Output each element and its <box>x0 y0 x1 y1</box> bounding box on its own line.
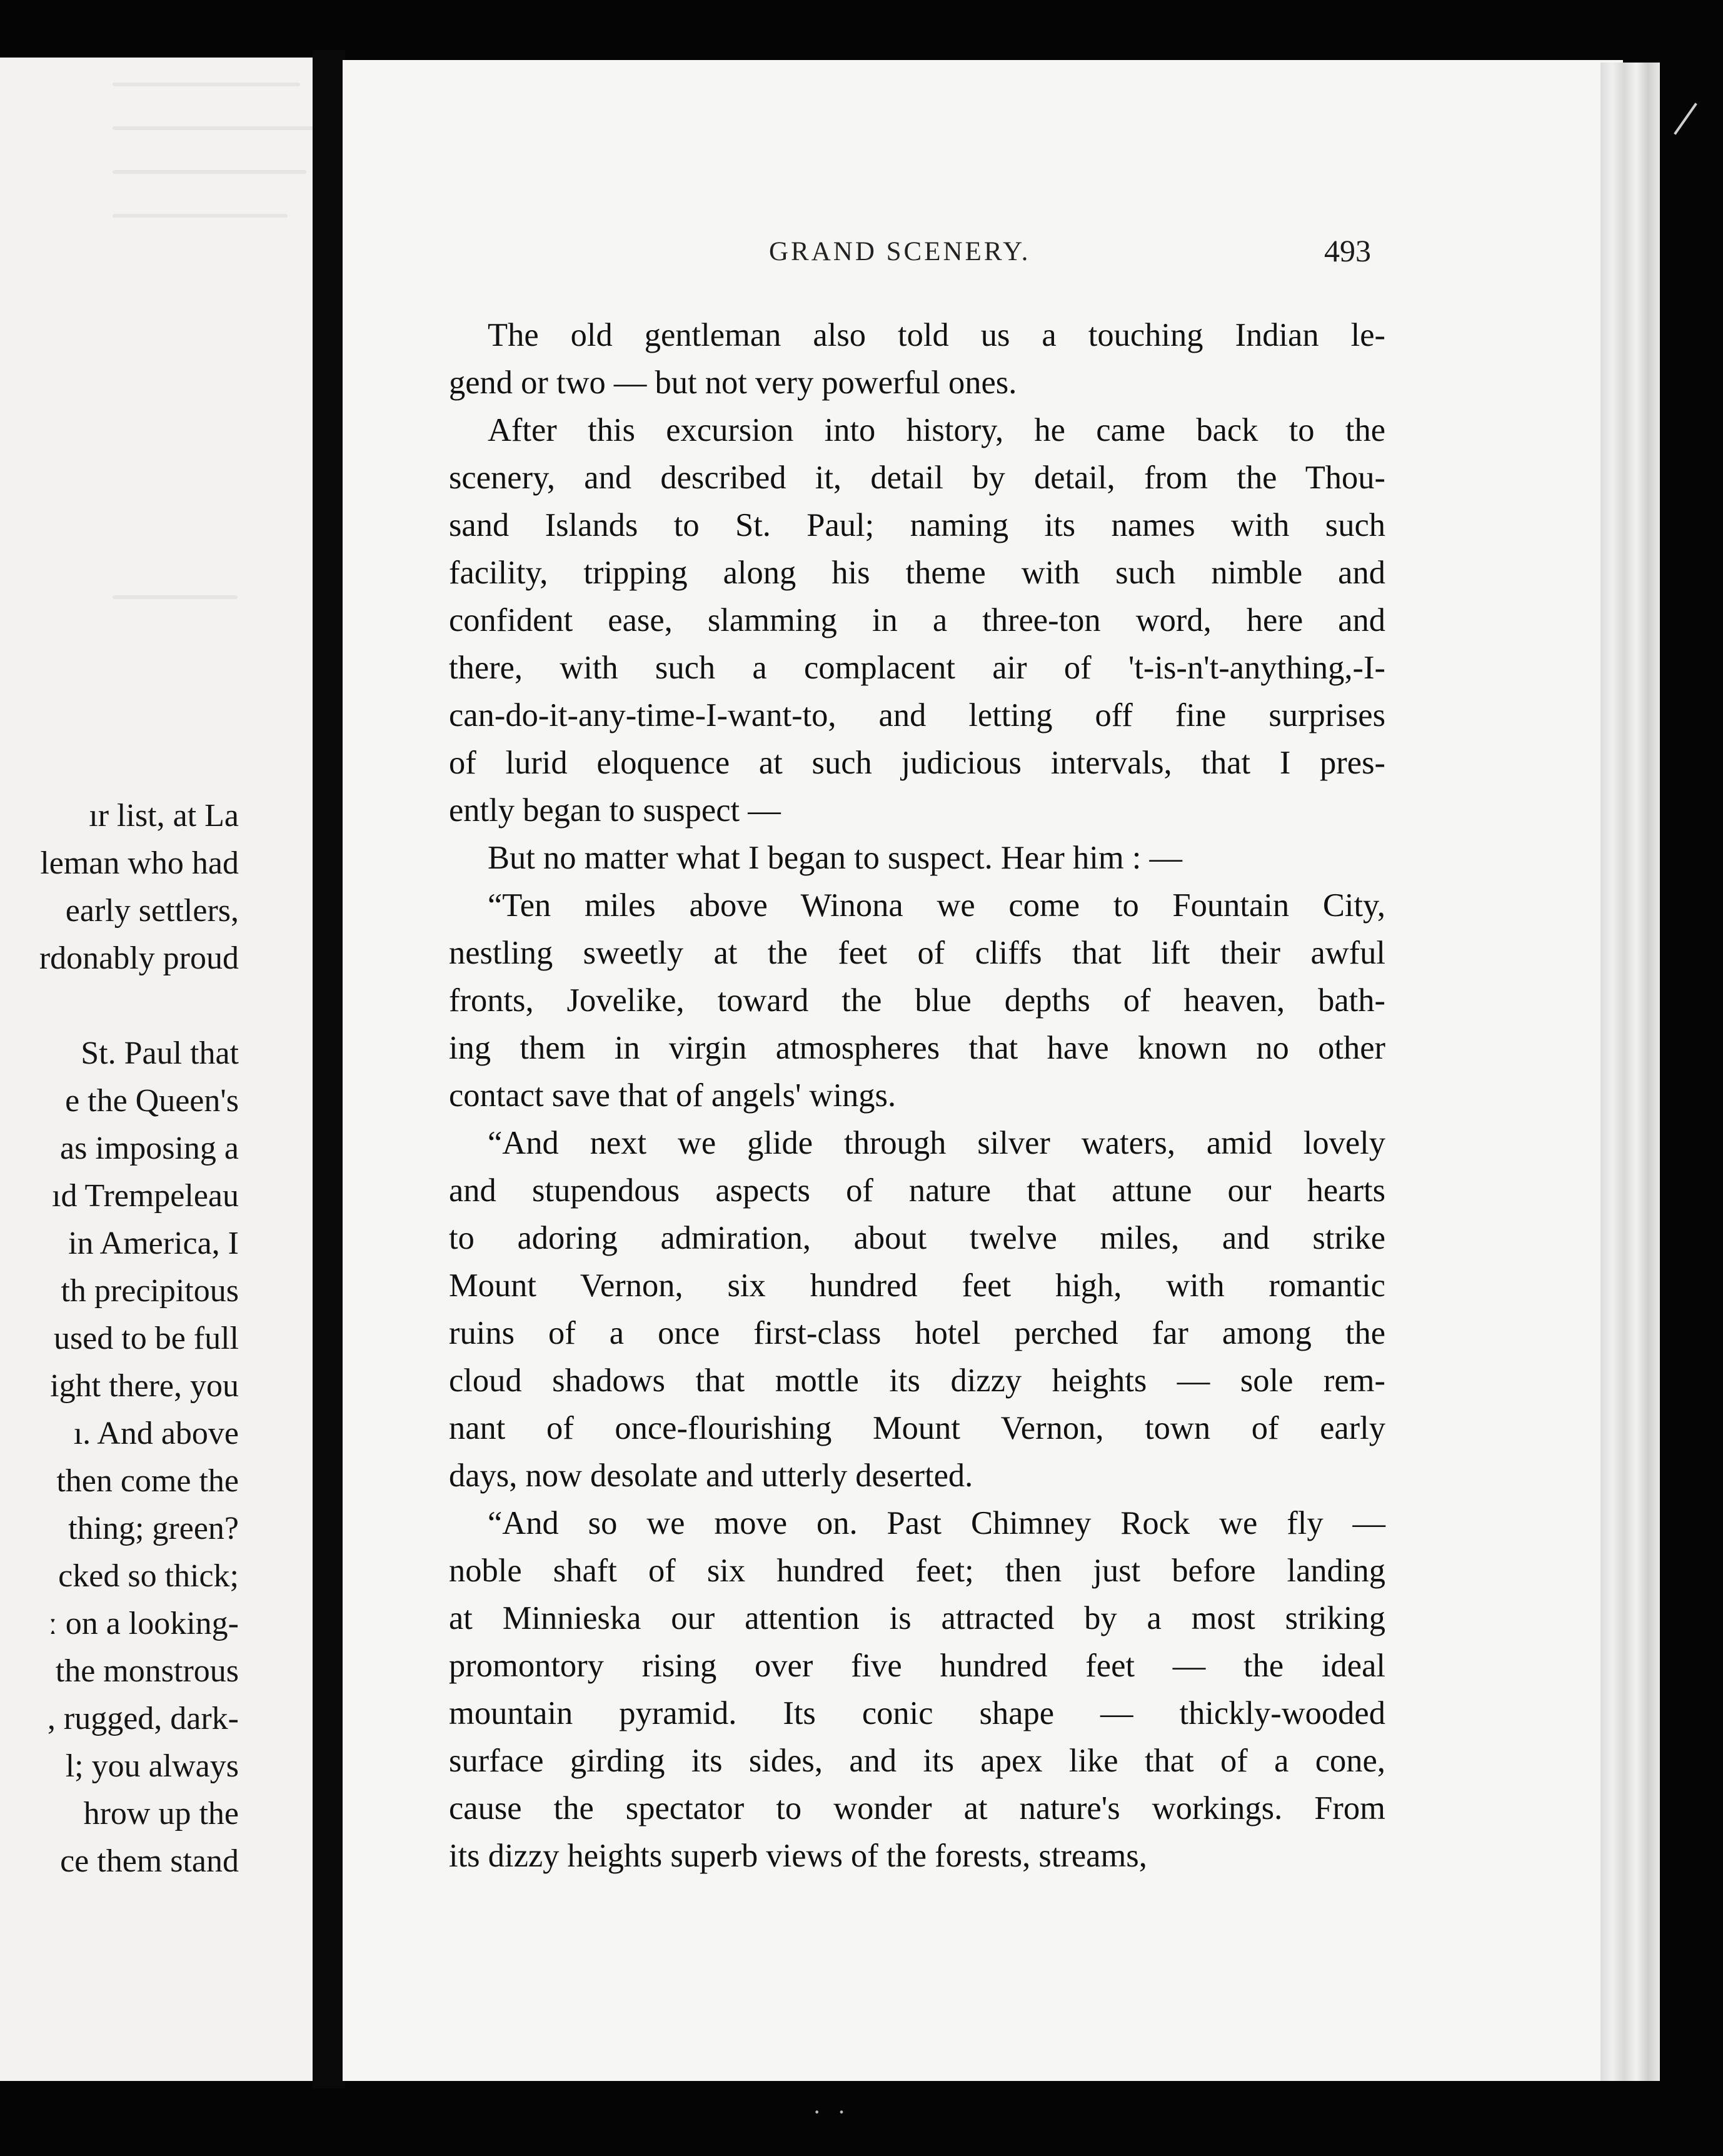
book-gutter <box>313 50 345 2088</box>
text-line: “And next we glide through silver waters, amid lovely <box>488 1125 1385 1161</box>
left-text-fragment: ight there, you <box>50 1368 239 1404</box>
scan-specks: · · <box>813 2098 851 2126</box>
text-line: there, with such a complacent air of 't-is-n't-anything,-I- <box>449 650 1385 686</box>
text-line: scenery, and described it, detail by detail, from the Thou- <box>449 460 1385 496</box>
left-text-fragment: the monstrous <box>55 1653 239 1689</box>
left-text-fragment: ı. And above <box>73 1416 239 1451</box>
left-text-fragment: leman who had <box>40 845 239 881</box>
left-text-fragment: St. Paul that <box>81 1035 239 1071</box>
left-text-fragment: hrow up the <box>83 1796 239 1831</box>
left-text-fragment: rdonably proud <box>39 940 239 976</box>
page-number: 493 <box>1324 233 1371 268</box>
text-line: cause the spectator to wonder at nature's workings. From <box>449 1790 1385 1826</box>
text-line: mountain pyramid. Its conic shape — thickly-wooded <box>449 1695 1385 1731</box>
left-text-fragment <box>0 982 239 1030</box>
text-line: surface girding its sides, and its apex like that of a cone, <box>449 1743 1385 1779</box>
text-line: can-do-it-any-time-I-want-to, and letting off fine surprises <box>449 697 1385 733</box>
text-line: ently began to suspect — <box>449 792 781 829</box>
left-page-text <box>0 792 239 1885</box>
ghost-text-line <box>113 214 288 218</box>
left-text-fragment: ː on a looking- <box>48 1606 239 1641</box>
left-text-fragment: early settlers, <box>65 893 239 929</box>
text-line: cloud shadows that mottle its dizzy heights — sole rem- <box>449 1363 1385 1399</box>
text-line: nant of once-flourishing Mount Vernon, town of early <box>449 1410 1385 1446</box>
left-text-fragment: in America, I <box>68 1226 239 1261</box>
left-page <box>0 58 336 2081</box>
text-line: facility, tripping along his theme with such nimble and <box>449 555 1385 591</box>
left-text-fragment: e the Queen's <box>65 1083 239 1119</box>
scan-mark <box>1674 103 1697 134</box>
text-line: “Ten miles above Winona we come to Fountain City, <box>488 887 1385 924</box>
text-line: promontory rising over five hundred feet — the ideal <box>449 1648 1385 1684</box>
left-text-fragment: thing; green? <box>68 1511 239 1546</box>
ghost-text-line <box>113 83 300 86</box>
left-text-fragment: ır list, at La <box>89 798 239 834</box>
text-line: sand Islands to St. Paul; naming its names with such <box>449 507 1385 543</box>
text-line: ruins of a once first-class hotel perched far among the <box>449 1315 1385 1351</box>
text-line: days, now desolate and utterly deserted. <box>449 1458 973 1494</box>
left-text-fragment: ce them stand <box>60 1843 239 1879</box>
text-line: But no matter what I began to suspect. Hear him : — <box>488 840 1182 876</box>
text-line: The old gentleman also told us a touching Indian le- <box>488 317 1385 353</box>
text-line: and stupendous aspects of nature that attune our hearts <box>449 1172 1385 1209</box>
left-text-fragment: l; you always <box>65 1748 239 1784</box>
text-line: at Minnieska our attention is attracted by a most striking <box>449 1600 1385 1636</box>
text-line: ing them in virgin atmospheres that have known no other <box>449 1030 1385 1066</box>
left-text-fragment: , rugged, dark- <box>47 1701 239 1736</box>
text-line: “And so we move on. Past Chimney Rock we fly — <box>488 1505 1385 1541</box>
left-text-fragment: as imposing a <box>60 1131 239 1166</box>
ghost-text-line <box>113 126 319 130</box>
text-line: Mount Vernon, six hundred feet high, with romantic <box>449 1267 1385 1304</box>
left-text-fragment: ıd Trempeleau <box>52 1178 239 1214</box>
left-text-fragment: then come the <box>56 1463 239 1499</box>
body-text <box>449 311 1385 1880</box>
page-edges <box>1600 63 1660 2081</box>
text-line: After this excursion into history, he came back to the <box>488 412 1385 448</box>
left-text-fragment: used to be full <box>53 1321 239 1356</box>
text-line: nestling sweetly at the feet of cliffs that lift their awful <box>449 935 1385 971</box>
text-line: its dizzy heights superb views of the forests, streams, <box>449 1838 1147 1874</box>
text-line: to adoring admiration, about twelve miles, and strike <box>449 1220 1385 1256</box>
text-line: confident ease, slamming in a three-ton word, here and <box>449 602 1385 638</box>
text-line: gend or two — but not very powerful ones. <box>449 365 1017 401</box>
text-line: fronts, Jovelike, toward the blue depths of heaven, bath- <box>449 982 1385 1019</box>
text-line: noble shaft of six hundred feet; then just before landing <box>449 1553 1385 1589</box>
running-head: GRAND SCENERY. <box>769 237 1031 266</box>
text-line: of lurid eloquence at such judicious intervals, that I pres- <box>449 745 1385 781</box>
ghost-text-line <box>113 595 238 599</box>
ghost-text-line <box>113 170 306 174</box>
left-text-fragment: cked so thick; <box>58 1558 239 1594</box>
text-line: contact save that of angels' wings. <box>449 1077 897 1114</box>
left-text-fragment: th precipitous <box>61 1273 239 1309</box>
